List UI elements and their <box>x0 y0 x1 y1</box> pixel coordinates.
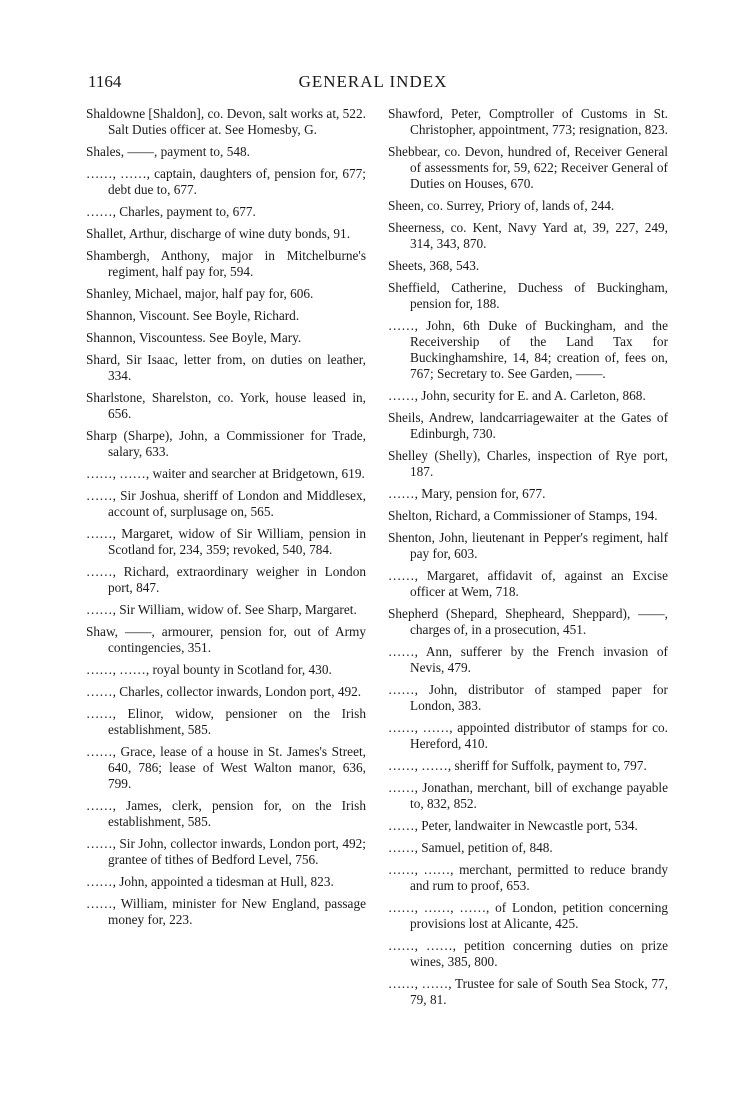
index-entry: ……, Charles, payment to, 677. <box>86 204 256 219</box>
index-entry: Shannon, Viscount. See Boyle, Richard. <box>86 308 300 323</box>
index-entry: Shannon, Viscountess. See Boyle, Mary. <box>86 330 302 345</box>
index-entry: ……, ……, appointed distributor of stamps for co. Hereford, 410. <box>388 720 668 751</box>
index-entry: ……, Sir William, widow of. See Sharp, Margaret. <box>86 602 357 617</box>
index-entry: Shebbear, co. Devon, hundred of, Receiver General of assessments for, 59, 622; Receiver General of Duties on Houses, 670. <box>388 144 668 191</box>
index-entry: ……, Samuel, petition of, 848. <box>388 840 553 855</box>
index-entry: ……, John, security for E. and A. Carleton, 868. <box>388 388 646 403</box>
index-entry: Sheets, 368, 543. <box>388 258 480 273</box>
index-entry: ……, Grace, lease of a house in St. James's Street, 640, 786; lease of West Walton manor, 636, 799. <box>86 744 366 791</box>
index-entry: ……, Charles, collector inwards, London port, 492. <box>86 684 362 699</box>
index-entry: ……, John, distributor of stamped paper for London, 383. <box>388 682 668 713</box>
index-entry: Shambergh, Anthony, major in Mitchelburne's regiment, half pay for, 594. <box>86 248 366 279</box>
index-entry: Sheils, Andrew, landcarriagewaiter at the Gates of Edinburgh, 730. <box>388 410 668 441</box>
index-entry: ……, John, appointed a tidesman at Hull, 823. <box>86 874 334 889</box>
left-column <box>86 106 366 934</box>
page-title: GENERAL INDEX <box>298 72 448 91</box>
index-entry: Shepherd (Shepard, Shepheard, Sheppard), ——, charges of, in a prosecution, 451. <box>388 606 668 637</box>
index-entry: ……, Richard, extraordinary weigher in London port, 847. <box>86 564 366 595</box>
index-entry: Sheen, co. Surrey, Priory of, lands of, 244. <box>388 198 615 213</box>
index-entry: Shenton, John, lieutenant in Pepper's regiment, half pay for, 603. <box>388 530 668 561</box>
index-entry: ……, John, 6th Duke of Buckingham, and the Receivership of the Land Tax for Buckinghamshire, 14, 84; creation of, fees on, 767; Secretary to. See Garden, ——. <box>388 318 668 381</box>
index-entry: ……, ……, sheriff for Suffolk, payment to, 797. <box>388 758 647 773</box>
index-entry: ……, ……, waiter and searcher at Bridgetown, 619. <box>86 466 365 481</box>
index-entry: Shelley (Shelly), Charles, inspection of Rye port, 187. <box>388 448 668 479</box>
index-entry: ……, Margaret, affidavit of, against an Excise officer at Wem, 718. <box>388 568 668 599</box>
index-entry: Sharp (Sharpe), John, a Commissioner for Trade, salary, 633. <box>86 428 366 459</box>
index-entry: ……, Mary, pension for, 677. <box>388 486 546 501</box>
index-entry: ……, Jonathan, merchant, bill of exchange payable to, 832, 852. <box>388 780 668 811</box>
index-entry: ……, Sir John, collector inwards, London port, 492; grantee of tithes of Bedford Level, 756. <box>86 836 366 867</box>
page-header <box>88 72 658 96</box>
index-entry: Shelton, Richard, a Commissioner of Stamps, 194. <box>388 508 658 523</box>
index-entry: ……, Ann, sufferer by the French invasion of Nevis, 479. <box>388 644 668 675</box>
index-entry: ……, James, clerk, pension for, on the Irish establishment, 585. <box>86 798 366 829</box>
index-entry: ……, ……, petition concerning duties on prize wines, 385, 800. <box>388 938 668 969</box>
index-entry: ……, Elinor, widow, pensioner on the Irish establishment, 585. <box>86 706 366 737</box>
index-entry: ……, Margaret, widow of Sir William, pension in Scotland for, 234, 359; revoked, 540, 784. <box>86 526 366 557</box>
index-entry: ……, Peter, landwaiter in Newcastle port, 534. <box>388 818 638 833</box>
index-entry: Shaldowne [Shaldon], co. Devon, salt works at, 522. <box>86 106 366 121</box>
index-subentry: Salt Duties officer at. See Homesby, G. <box>108 122 318 137</box>
index-entry: Shaw, ——, armourer, pension for, out of Army contingencies, 351. <box>86 624 366 655</box>
index-entry: Sharlstone, Sharelston, co. York, house leased in, 656. <box>86 390 366 421</box>
index-entry: ……, William, minister for New England, passage money for, 223. <box>86 896 366 927</box>
index-entry: ……, Sir Joshua, sheriff of London and Middlesex, account of, surplusage on, 565. <box>86 488 366 519</box>
index-entry: Shanley, Michael, major, half pay for, 606. <box>86 286 314 301</box>
right-column <box>388 106 668 1014</box>
page-number: 1164 <box>88 72 122 91</box>
index-entry: Shawford, Peter, Comptroller of Customs in St. Christopher, appointment, 773; resignation, 823. <box>388 106 668 137</box>
index-entry: Sheerness, co. Kent, Navy Yard at, 39, 227, 249, 314, 343, 870. <box>388 220 668 251</box>
index-entry: Sheffield, Catherine, Duchess of Buckingham, pension for, 188. <box>388 280 668 311</box>
index-entry: ……, ……, ……, of London, petition concerning provisions lost at Alicante, 425. <box>388 900 668 931</box>
index-entry: Shard, Sir Isaac, letter from, on duties on leather, 334. <box>86 352 366 383</box>
index-entry: ……, ……, merchant, permitted to reduce brandy and rum to proof, 653. <box>388 862 668 893</box>
index-entry: Shallet, Arthur, discharge of wine duty bonds, 91. <box>86 226 351 241</box>
index-entry: ……, ……, Trustee for sale of South Sea Stock, 77, 79, 81. <box>388 976 668 1007</box>
index-entry: ……, ……, captain, daughters of, pension for, 677; debt due to, 677. <box>86 166 366 197</box>
index-entry: ……, ……, royal bounty in Scotland for, 430. <box>86 662 332 677</box>
index-entry: Shales, ——, payment to, 548. <box>86 144 250 159</box>
